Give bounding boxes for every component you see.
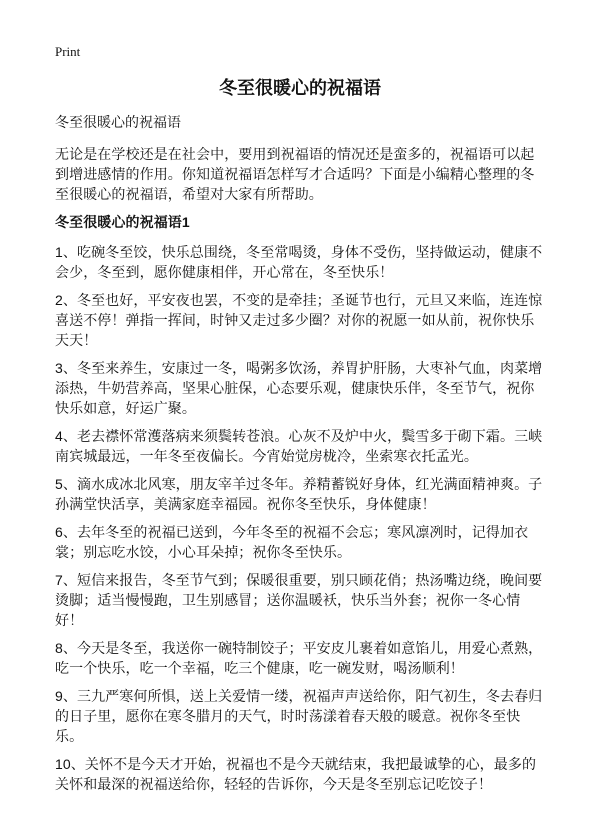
list-item: 3、冬至来养生，安康过一冬，喝粥多饮汤，养胃护肝肠，大枣补气血，肉菜增添热，牛奶营养高，坚果心脏保，心态要乐观，健康快乐伴，冬至节气，祝你快乐如意，好运广聚。 <box>55 360 543 416</box>
print-link[interactable]: Print <box>55 44 81 59</box>
list-item: 7、短信来报告，冬至节气到；保暖很重要，别只顾花俏；热汤嘴边绕，晚间要烫脚；适当慢慢跑，卫生别感冒；送你温暖袄，快乐当外套；祝你一冬心情好！ <box>55 572 543 628</box>
list-item: 4、老去襟怀常濩落病来须鬓转苍浪。心灰不及炉中火，鬓雪多于砌下霜。三峡南宾城最远，一年冬至夜偏长。今宵始觉房栊冷，坐索寒衣托孟光。 <box>55 428 543 464</box>
section-heading: 冬至很暖心的祝福语1 <box>55 214 190 230</box>
page-title: 冬至很暖心的祝福语 <box>219 78 381 98</box>
list-item: 10、关怀不是今天才开始，祝福也不是今天就结束，我把最诚挚的心，最多的关怀和最深的祝福送给你，轻轻的告诉你，今天是冬至别忘记吃饺子！ <box>55 756 537 792</box>
list-item: 9、三九严寒何所惧，送上关爱情一缕，祝福声声送给你，阳气初生，冬去春归的日子里，愿你在寒冬腊月的天气，时时荡漾着春天般的暖意。祝你冬至快乐。 <box>55 688 543 744</box>
list-item: 2、冬至也好，平安夜也罢，不变的是牵挂；圣诞节也行，元旦又来临，连连惊喜送不停！弹指一挥间，时钟又走过多少圈？对你的祝愿一如从前，祝你快乐天天！ <box>55 292 543 348</box>
list-item: 8、今天是冬至，我送你一碗特制饺子；平安皮儿裹着如意馅儿，用爱心煮熟，吃一个快乐，吃一个幸福，吃三个健康，吃一碗发财，喝汤顺利！ <box>55 640 543 676</box>
list-item: 1、吃碗冬至饺，快乐总围绕，冬至常喝烫，身体不受伤，坚持做运动，健康不会少，冬至到，愿你健康相伴，开心常在，冬至快乐！ <box>55 244 543 280</box>
list-item: 5、滴水成冰北风寒，朋友宰羊过冬年。养精蓄锐好身体，红光满面精神爽。子孙满堂快活享，美满家庭幸福园。祝你冬至快乐，身体健康！ <box>55 476 543 512</box>
subtitle: 冬至很暖心的祝福语 <box>55 114 181 130</box>
intro-paragraph: 无论是在学校还是在社会中，要用到祝福语的情况还是蛮多的，祝福语可以起到增进感情的作用。你知道祝福语怎样写才合适吗？下面是小编精心整理的冬至很暖心的祝福语，希望对大家有所帮助。 <box>55 146 535 202</box>
list-item: 6、去年冬至的祝福已送到，今年冬至的祝福不会忘；寒风凛冽时，记得加衣裳；别忘吃水饺，小心耳朵掉；祝你冬至快乐。 <box>55 524 529 560</box>
